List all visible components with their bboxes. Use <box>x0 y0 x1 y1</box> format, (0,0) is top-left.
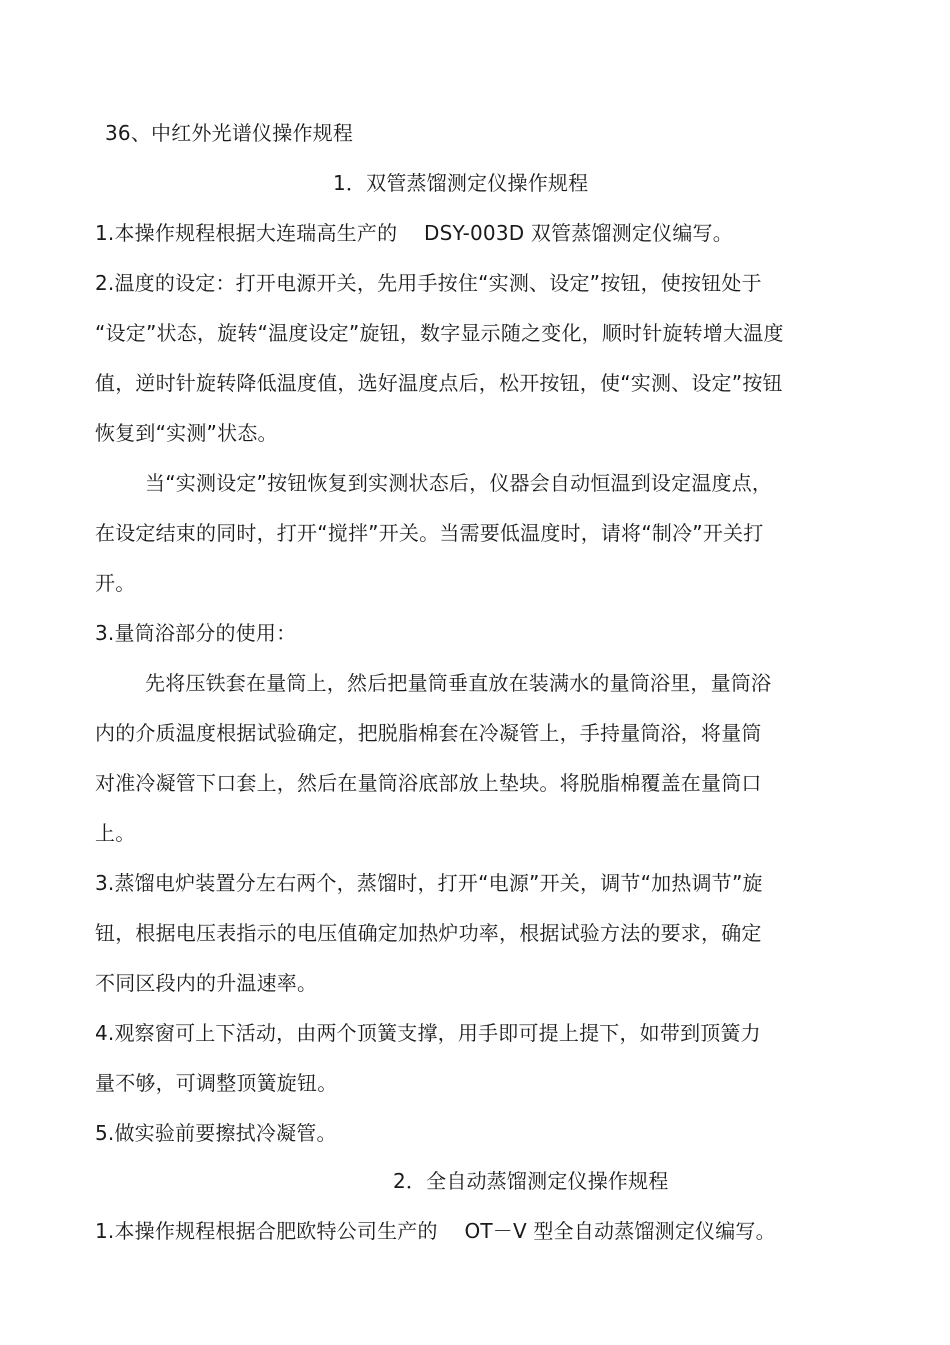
paragraph-line: 1.本操作规程根据大连瑞高生产的 DSY-003D 双管蒸馏测定仪编写。 <box>95 221 733 245</box>
paragraph-line: 当“实测设定”按钮恢复到实测状态后，仪器会自动恒温到设定温度点， <box>145 471 773 495</box>
paragraph-line: 钮，根据电压表指示的电压值确定加热炉功率，根据试验方法的要求，确定 <box>95 921 762 945</box>
paragraph-line: 先将压铁套在量筒上，然后把量筒垂直放在装满水的量筒浴里，量筒浴 <box>145 671 772 695</box>
paragraph-line: 2.温度的设定：打开电源开关，先用手按住“实测、设定”按钮，使按钮处于 <box>95 271 762 295</box>
paragraph-line: 恢复到“实测”状态。 <box>95 421 278 445</box>
paragraph-line: 对准冷凝管下口套上，然后在量筒浴底部放上垫块。将脱脂棉覆盖在量筒口 <box>95 771 762 795</box>
paragraph-line: 量不够，可调整顶簧旋钮。 <box>95 1071 338 1095</box>
paragraph-line: 内的介质温度根据试验确定，把脱脂棉套在冷凝管上，手持量筒浴，将量筒 <box>95 721 762 745</box>
paragraph-line: 上。 <box>95 821 136 845</box>
section-2-heading: 2．全自动蒸馏测定仪操作规程 <box>393 1169 669 1193</box>
paragraph-line: 在设定结束的同时，打开“搅拌”开关。当需要低温度时，请将“制冷”开关打 <box>95 521 764 545</box>
paragraph-line: 开。 <box>95 571 136 595</box>
paragraph-line: “设定”状态，旋转“温度设定”旋钮，数字显示随之变化，顺时针旋转增大温度 <box>95 321 784 345</box>
paragraph-line: 1.本操作规程根据合肥欧特公司生产的 OT－V 型全自动蒸馏测定仪编写。 <box>95 1219 776 1243</box>
paragraph-line: 3.蒸馏电炉装置分左右两个，蒸馏时，打开“电源”开关，调节“加热调节”旋 <box>95 871 763 895</box>
document-title: 36、中红外光谱仪操作规程 <box>105 121 354 145</box>
paragraph-line: 不同区段内的升温速率。 <box>95 971 318 995</box>
paragraph-line: 3.量筒浴部分的使用： <box>95 621 297 645</box>
paragraph-line: 4.观察窗可上下活动，由两个顶簧支撑，用手即可提上提下，如带到顶簧力 <box>95 1021 761 1045</box>
paragraph-line: 值，逆时针旋转降低温度值，选好温度点后，松开按钮，使“实测、设定”按钮 <box>95 371 783 395</box>
section-1-heading: 1．双管蒸馏测定仪操作规程 <box>333 171 589 195</box>
paragraph-line: 5.做实验前要擦拭冷凝管。 <box>95 1121 337 1145</box>
